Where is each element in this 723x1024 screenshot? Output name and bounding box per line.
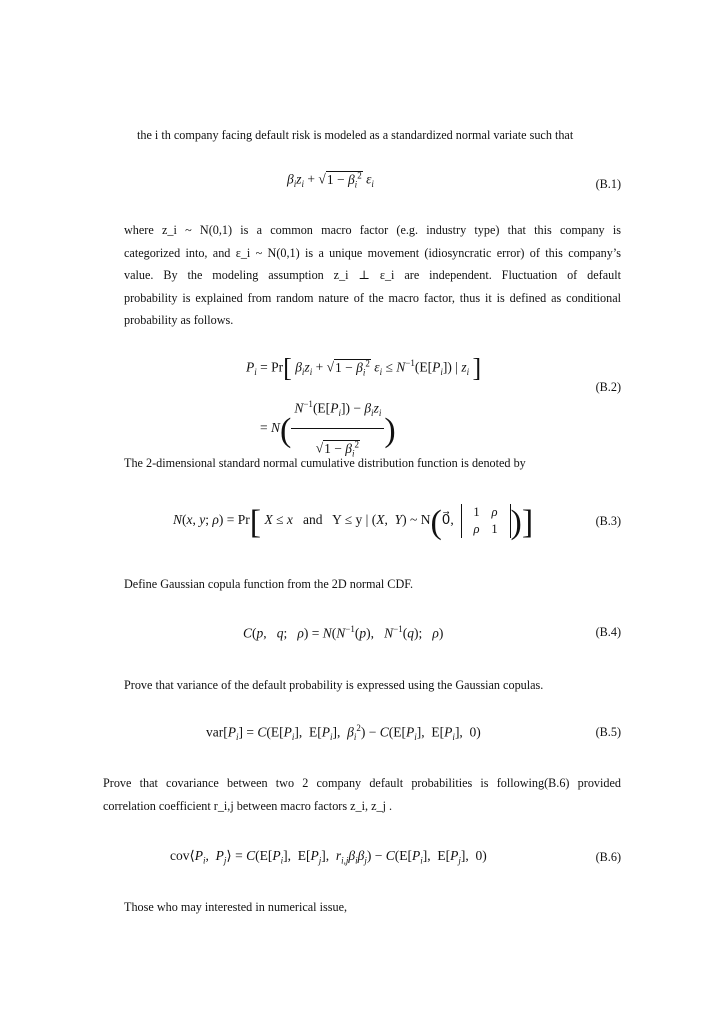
equation-label-b4: (B.4) — [595, 625, 621, 639]
equation-b1: $\beta_iz_i + √1 - \beta_i^2$ $\varepsilon_i$ — [287, 170, 374, 190]
paragraph-line: where z_i ~ N(0,1) is a common macro factor (e.g. industry type) that this company is — [124, 223, 621, 237]
numerical-issue-line: Those who may interested in numerical issue, — [124, 900, 348, 914]
equation-b6: $cov⟨P_i$, $P_j⟩ = C(E[P_i]$, $E[P_j]$, $r_{i,j}\beta_i\beta_j) - C(E[P_i]$, $E[P_j]$, 0) — [170, 848, 487, 866]
equation-label-b6: (B.6) — [595, 850, 621, 864]
variance-prompt-line: Prove that variance of the default probability is expressed using the Gaussian copulas. — [124, 678, 544, 692]
paragraph-line: correlation coefficient r_i,j between macro factors z_i, z_j . — [103, 798, 393, 813]
equation-label-b1: (B.1) — [595, 177, 621, 191]
equation-b5: $var[P_i] = C(E[P_i]$, $E[P_i]$, $\beta_i^2) - C(E[P_i]$, $E[P_i]$, 0) — [206, 723, 481, 743]
paragraph-macro-factor — [124, 219, 621, 332]
intro-line: the i th company facing default risk is modeled as a standardized normal variate such that — [137, 128, 574, 142]
paragraph-line: Prove that covariance between two 2 company default probabilities is following(B.6) provided — [103, 776, 621, 790]
equation-b2: $P_i = Pr$[ $\beta_iz_i + √1 - \beta_i^2$ $\varepsilon_i \le N^{-1}(E[P_i])$ | $z_i$ ] = N( $\frac{N^{-1}(E[P_i]) - \beta_iz_i}{√1 - \beta_i^2}$ ) — [246, 353, 482, 459]
paragraph-line: value. By the modeling assumption z_i ⊥ ε_i are independent. Fluctuation of default — [124, 268, 621, 282]
paragraph-line: probability is explained from random nature of the macro factor, thus it is defined as conditional — [124, 290, 621, 305]
cdf-intro-line: The 2-dimensional standard normal cumulative distribution function is denoted by — [124, 456, 526, 470]
equation-label-b5: (B.5) — [595, 725, 621, 739]
paragraph-covariance — [103, 772, 621, 817]
copula-definition-line: Define Gaussian copula function from the 2D normal CDF. — [124, 577, 414, 591]
equation-label-b3: (B.3) — [595, 514, 621, 528]
equation-b3: N(x, y; ρ) = Pr[ X ≤ x and Y ≤ y | (X, Y) ~ N(0⃗, 1 ρ ρ 1 )] — [173, 504, 534, 542]
paragraph-line: categorized into, and ε_i ~ N(0,1) is a unique movement (idiosyncratic error) of this company’s — [124, 245, 621, 260]
equation-b4: C(p, q; $\rho) = N(N^{-1}(p)$, $N^{-1}(q)$; ρ) — [243, 624, 444, 641]
equation-label-b2: (B.2) — [595, 380, 621, 394]
paragraph-line: probability as follows. — [124, 313, 234, 327]
